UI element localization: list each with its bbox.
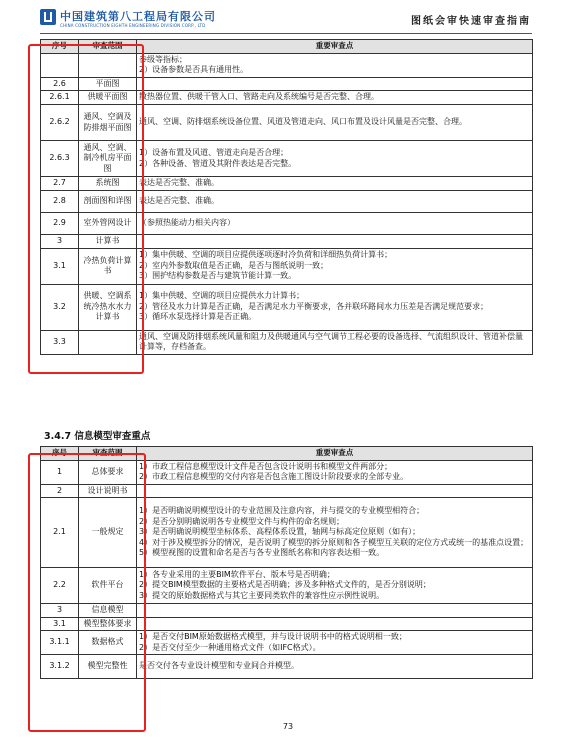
review-point-line: 通风、空调及防排烟系统风量和阻力及供暖通风与空气调节工程必要的设备选择、气流组织设计、管道补偿量计算等，存档备查。 (139, 331, 523, 351)
red-highlight-box (28, 44, 144, 374)
header-divider (40, 33, 532, 34)
review-point-line: 表达是否完整、准确。 (139, 178, 219, 188)
row-number: 2.6.2 (41, 105, 79, 141)
row-number: 2.2 (41, 568, 79, 604)
review-point-line: 1）是否交付BIM原始数据格式模型，并与设计说明书中的格式说明相一致； (139, 632, 407, 641)
review-points (137, 604, 533, 618)
column-header: 重要审查点 (137, 40, 533, 54)
review-point-line: 3）是否明确说明模型坐标体系、高程体系设置，轴网与标高定位原则（如有）； (139, 527, 421, 537)
review-scope: 通风、空调、制冷机房平面图 (79, 141, 137, 177)
review-point-line: 5）模型视图的设置和命名是否与各专业图纸名称和内容表达相一致。 (139, 548, 385, 558)
row-number: 3.2 (41, 284, 79, 330)
review-points (137, 460, 533, 484)
row-number: 2.8 (41, 191, 79, 213)
review-points (137, 213, 533, 235)
review-point-line: 散热器位置、供暖干管入口、管路走向及系统编号是否完整、合理。 (139, 92, 379, 102)
row-number: 3.1.2 (41, 655, 79, 679)
red-highlight-box (28, 453, 146, 732)
review-point-line: 2）是否分别明确说明各专业模型文件与构件的命名规则； (139, 516, 345, 526)
row-number: 2.6.1 (41, 91, 79, 105)
row-number: 2 (41, 484, 79, 498)
review-point-line: 2）管径及水力计算是否正确，是否满足水力平衡要求，各并联环路间水力压差是否满足规范要求； (139, 301, 489, 311)
column-header: 重要审查点 (137, 447, 533, 461)
review-point-line: 3）循环水泵选择计算是否正确。 (139, 312, 257, 322)
review-point-line: 通风、空调、防排烟系统设备位置、风道及管道走向、风口布置及设计风量是否完整、合理。 (139, 117, 467, 127)
review-point-line: 表达是否完整、准确。 (139, 196, 219, 206)
review-points (137, 91, 533, 105)
row-number: 2.9 (41, 213, 79, 235)
review-point-line: 4）对于涉及模型拆分的情况，是否说明了模型的拆分原则和各子模型互关联的定位方式或统一的基准点设置； (139, 537, 529, 547)
row-number: 3 (41, 235, 79, 249)
review-points (137, 631, 533, 655)
section-title: 3.4.7 信息模型审查重点 (44, 431, 151, 442)
review-scope: 设计说明书 (79, 484, 137, 498)
review-point-line: 2）室内外参数取值是否正确，是否与图纸说明一致； (139, 260, 329, 270)
review-scope: 室外管网设计 (79, 213, 137, 235)
review-points (137, 177, 533, 191)
review-point-line: 是否交付各专业设计模型和专业间合并模型。 (139, 661, 299, 671)
review-points (137, 248, 533, 284)
review-points (137, 655, 533, 679)
row-number: 2.6 (41, 77, 79, 91)
row-number: 3.1 (41, 617, 79, 631)
review-scope: 软件平台 (79, 568, 137, 604)
review-point-line: 1）市政工程信息模型设计文件是否包含设计说明书和模型文件两部分； (139, 461, 393, 471)
review-scope: 通风、空调及防排烟平面图 (79, 105, 137, 141)
review-scope: 一般规定 (79, 498, 137, 568)
review-scope: 模型整体要求 (79, 617, 137, 631)
column-header: 序号 (41, 447, 79, 461)
review-scope: 信息模型 (79, 604, 137, 618)
review-points (137, 191, 533, 213)
review-scope: 平面图 (79, 77, 137, 91)
review-point-line: 2）市政工程信息模型的交付内容是否包含施工图设计阶段要求的全部专业。 (139, 472, 409, 481)
review-scope: 供暖平面图 (79, 91, 137, 105)
review-points (137, 53, 533, 77)
column-header: 序号 (41, 40, 79, 54)
review-scope: 系统图 (79, 177, 137, 191)
row-number: 3.3 (41, 330, 79, 354)
company-name-en: CHINA CONSTRUCTION EIGHTH ENGINEERING DIVISION CORP., LTD (60, 23, 206, 28)
review-point-line: 3）围护结构参数是否与建筑节能计算一致。 (139, 271, 297, 281)
review-points (137, 484, 533, 498)
review-points (137, 105, 533, 141)
document-title: 图纸会审快速审查指南 (411, 16, 531, 27)
review-point-line: 1）集中供暖、空调的项目应提供逐项逐时冷负荷和详细热负荷计算书； (139, 250, 393, 260)
review-point-line: （参照热能动力相关内容） (139, 218, 235, 228)
review-scope: 供暖、空调系统冷热水水力计算书 (79, 284, 137, 330)
review-point-line: 1）集中供暖、空调的项目应提供水力计算书； (139, 291, 305, 301)
review-point-line: 2）各种设备、管道及其附件表达是否完整。 (139, 158, 297, 168)
review-scope: 计算书 (79, 235, 137, 249)
column-header: 审查范围 (79, 40, 137, 54)
review-point-line: 2）设备参数是否具有通用性。 (139, 65, 249, 74)
company-name: 中国建筑第八工程局有限公司 (60, 10, 216, 23)
review-point-line: 1）各专业采用的主要BIM软件平台、版本号是否明确； (139, 569, 335, 579)
review-point-line: 2）提交BIM模型数据的主要格式是否明确；涉及多种格式文件的，是否分别说明； (139, 580, 431, 590)
review-points (137, 141, 533, 177)
review-point-line: 3）提交的原始数据格式与其它主要同类软件的兼容性应示例性说明。 (139, 590, 385, 600)
company-logo-icon (40, 9, 56, 25)
review-scope: 模型完整性 (79, 655, 137, 679)
row-number: 2.6.3 (41, 141, 79, 177)
review-points (137, 235, 533, 249)
review-points (137, 77, 533, 91)
row-number: 2.7 (41, 177, 79, 191)
review-scope: 总体要求 (79, 460, 137, 484)
review-scope: 冷热负荷计算书 (79, 248, 137, 284)
row-number: 3.1.1 (41, 631, 79, 655)
review-points (137, 330, 533, 354)
page-header (0, 0, 576, 40)
review-points (137, 568, 533, 604)
page-number: 73 (282, 722, 294, 731)
review-points (137, 498, 533, 568)
column-header: 审查范围 (79, 447, 137, 461)
review-point-line: 2）是否交付至少一种通用格式文件（如IFC格式）。 (139, 642, 321, 652)
row-number: 1 (41, 460, 79, 484)
review-point-line: 参级等指标； (139, 54, 187, 64)
review-points (137, 617, 533, 631)
review-point-line: 1）设备布置及风道、管道走向是否合理； (139, 148, 289, 157)
row-number: 3 (41, 604, 79, 618)
review-scope: 数据格式 (79, 631, 137, 655)
review-points (137, 284, 533, 330)
review-point-line: 1）是否明确说明模型设计的专业范围及注意内容，并与提交的专业模型相符合； (139, 506, 425, 516)
row-number: 2.1 (41, 498, 79, 568)
review-scope: 剖面图和详图 (79, 191, 137, 213)
row-number: 3.1 (41, 248, 79, 284)
